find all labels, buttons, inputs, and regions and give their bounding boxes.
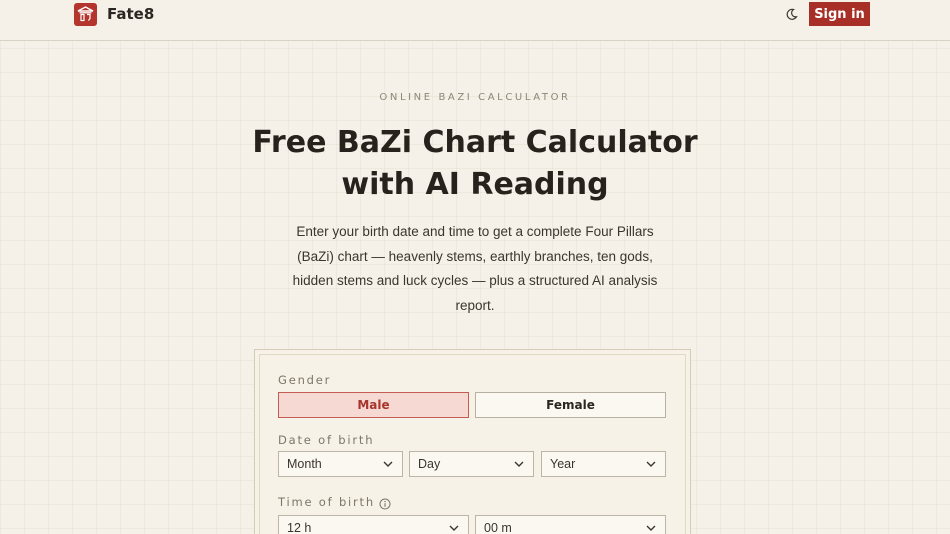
gender-female-button[interactable]: Female — [475, 392, 666, 418]
info-icon[interactable] — [379, 495, 391, 507]
month-select-value: Month — [287, 457, 322, 471]
date-of-birth-label: Date of birth — [278, 433, 375, 447]
chevron-down-icon — [646, 524, 656, 532]
hour-select-value: 12 h — [287, 521, 312, 534]
minute-select[interactable] — [475, 515, 666, 534]
minute-select-value: 00 m — [484, 521, 512, 534]
top-header — [0, 0, 950, 41]
chevron-down-icon — [646, 460, 656, 468]
shrine-logo-icon[interactable] — [74, 3, 97, 26]
year-select-value: Year — [550, 457, 576, 471]
title-line-2: with AI Reading — [341, 167, 609, 202]
page-title — [225, 122, 725, 206]
eyebrow-label: ONLINE BAZI CALCULATOR — [379, 92, 571, 103]
brand-name[interactable]: Fate8 — [107, 5, 155, 23]
time-of-birth-label: Time of birth — [278, 495, 375, 509]
title-line-1: Free BaZi Chart Calculator — [252, 125, 698, 160]
chevron-down-icon — [449, 524, 459, 532]
hour-select[interactable] — [278, 515, 469, 534]
hero-description: Enter your birth date and time to get a complete Four Pillars (BaZi) chart — heavenly stems, earthly branches, ten gods, hidden stems and luck cycles — plus a structured AI analysis report. — [292, 224, 658, 313]
gender-male-button[interactable]: Male — [278, 392, 469, 418]
moon-icon[interactable] — [783, 6, 799, 22]
day-select[interactable] — [409, 451, 534, 477]
gender-label: Gender — [278, 373, 332, 387]
month-select[interactable] — [278, 451, 403, 477]
day-select-value: Day — [418, 457, 441, 471]
sign-in-button[interactable]: Sign in — [809, 2, 870, 26]
chevron-down-icon — [514, 460, 524, 468]
year-select[interactable] — [541, 451, 666, 477]
chevron-down-icon — [383, 460, 393, 468]
